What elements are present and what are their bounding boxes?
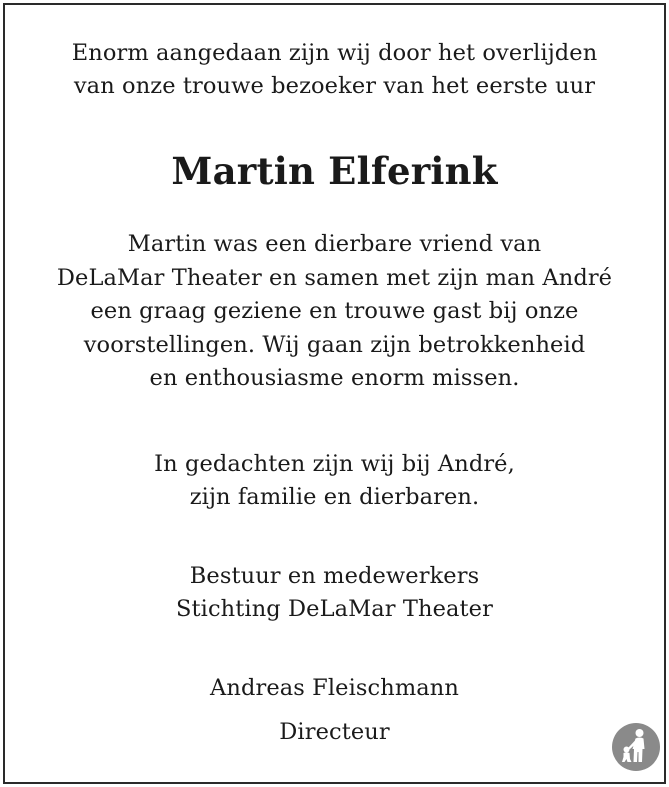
signatories	[0, 560, 669, 626]
intro-line: van onze trouwe bezoeker van het eerste uur	[73, 73, 596, 99]
deceased-name: Martin Elferink	[171, 149, 498, 193]
intro-text	[0, 37, 669, 103]
condolence-text	[0, 448, 669, 514]
message-line: en enthousiasme enorm missen.	[149, 365, 520, 391]
message-line: Martin was een dierbare vriend van	[127, 231, 542, 257]
signatory-line: Bestuur en medewerkers	[189, 563, 480, 589]
condolence-line: In gedachten zijn wij bij André,	[154, 451, 515, 477]
message-line: voorstellingen. Wij gaan zijn betrokkenheid	[83, 331, 586, 358]
intro-line: Enorm aangedaan zijn wij door het overlijden	[71, 40, 598, 66]
tribute-message	[0, 228, 669, 396]
message-line: DeLaMar Theater en samen met zijn man André	[56, 264, 613, 291]
condolence-line: zijn familie en dierbaren.	[189, 484, 480, 510]
signer-title: Directeur	[279, 719, 390, 745]
signatory-line: Stichting DeLaMar Theater	[176, 596, 493, 622]
message-line: een graag geziene en trouwe gast bij onze	[90, 298, 579, 324]
memorial-figures-icon	[611, 722, 661, 772]
signer-name: Andreas Fleischmann	[210, 675, 459, 701]
